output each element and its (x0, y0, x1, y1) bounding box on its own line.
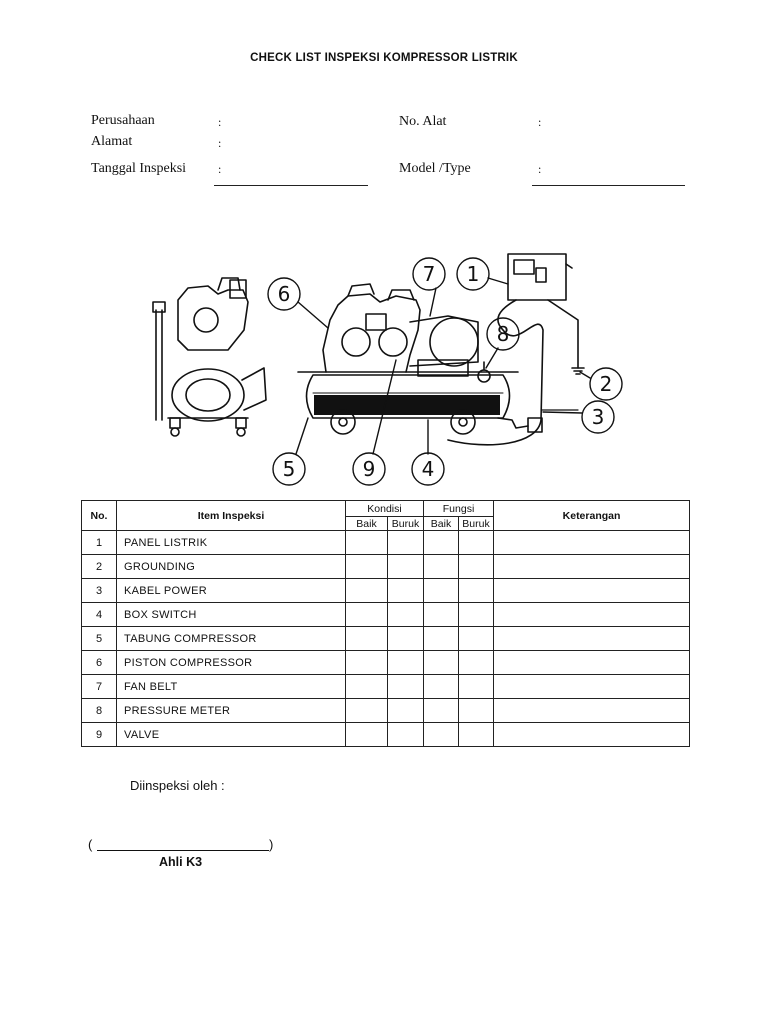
signature-close-paren: ) (269, 837, 274, 852)
kondisi-baik-cell[interactable] (346, 651, 388, 675)
callout-2: 2 (599, 372, 613, 396)
kondisi-baik-cell[interactable] (346, 603, 388, 627)
table-row (82, 555, 690, 579)
no-alat-colon: : (538, 115, 542, 129)
model-type-colon: : (538, 162, 542, 176)
header-item: Item Inspeksi (117, 501, 346, 531)
table-row (82, 603, 690, 627)
callout-7: 7 (422, 262, 436, 286)
inspection-table (81, 500, 690, 747)
fungsi-baik-cell[interactable] (424, 555, 459, 579)
callout-3: 3 (591, 405, 605, 429)
header-fungsi-buruk: Buruk (459, 517, 494, 531)
header-no: No. (82, 501, 117, 531)
row-number: 7 (82, 675, 117, 699)
table-row (82, 531, 690, 555)
model-type-label: Model /Type (399, 161, 471, 176)
kondisi-buruk-cell[interactable] (388, 651, 424, 675)
row-number: 4 (82, 603, 117, 627)
row-item: VALVE (117, 723, 346, 747)
no-alat-label: No. Alat (399, 114, 447, 129)
header-keterangan: Keterangan (494, 501, 690, 531)
keterangan-cell[interactable] (494, 531, 690, 555)
signature-open-paren: ( (88, 837, 93, 852)
callout-9: 9 (362, 457, 376, 481)
table-row (82, 699, 690, 723)
kondisi-baik-cell[interactable] (346, 627, 388, 651)
compressor-front-view (298, 254, 584, 445)
callout-8: 8 (496, 322, 510, 346)
fungsi-baik-cell[interactable] (424, 627, 459, 651)
kondisi-buruk-cell[interactable] (388, 627, 424, 651)
row-number: 5 (82, 627, 117, 651)
fungsi-buruk-cell[interactable] (459, 555, 494, 579)
kondisi-baik-cell[interactable] (346, 555, 388, 579)
compressor-diagram (148, 250, 628, 490)
fungsi-baik-cell[interactable] (424, 651, 459, 675)
table-row (82, 579, 690, 603)
row-number: 9 (82, 723, 117, 747)
fungsi-buruk-cell[interactable] (459, 675, 494, 699)
fungsi-buruk-cell[interactable] (459, 603, 494, 627)
row-item: TABUNG COMPRESSOR (117, 627, 346, 651)
fungsi-buruk-cell[interactable] (459, 627, 494, 651)
row-item: PRESSURE METER (117, 699, 346, 723)
callout-4: 4 (421, 457, 435, 481)
kondisi-baik-cell[interactable] (346, 675, 388, 699)
fungsi-baik-cell[interactable] (424, 723, 459, 747)
kondisi-buruk-cell[interactable] (388, 723, 424, 747)
row-item: FAN BELT (117, 675, 346, 699)
keterangan-cell[interactable] (494, 555, 690, 579)
page-title: CHECK LIST INSPEKSI KOMPRESSOR LISTRIK (250, 52, 518, 64)
fungsi-baik-cell[interactable] (424, 579, 459, 603)
table-row (82, 723, 690, 747)
fungsi-baik-cell[interactable] (424, 531, 459, 555)
kondisi-buruk-cell[interactable] (388, 531, 424, 555)
header-kondisi-baik: Baik (346, 517, 388, 531)
callout-6: 6 (277, 282, 291, 306)
compressor-side-view (153, 278, 266, 436)
kondisi-baik-cell[interactable] (346, 699, 388, 723)
keterangan-cell[interactable] (494, 699, 690, 723)
row-item: PISTON COMPRESSOR (117, 651, 346, 675)
keterangan-cell[interactable] (494, 675, 690, 699)
keterangan-cell[interactable] (494, 579, 690, 603)
table-row (82, 675, 690, 699)
keterangan-cell[interactable] (494, 603, 690, 627)
row-number: 3 (82, 579, 117, 603)
row-number: 8 (82, 699, 117, 723)
kondisi-buruk-cell[interactable] (388, 699, 424, 723)
kondisi-buruk-cell[interactable] (388, 555, 424, 579)
perusahaan-colon: : (218, 115, 222, 129)
fungsi-baik-cell[interactable] (424, 675, 459, 699)
kondisi-buruk-cell[interactable] (388, 579, 424, 603)
kondisi-buruk-cell[interactable] (388, 675, 424, 699)
signature-line[interactable] (97, 850, 269, 851)
row-number: 6 (82, 651, 117, 675)
fungsi-baik-cell[interactable] (424, 603, 459, 627)
row-item: BOX SWITCH (117, 603, 346, 627)
kondisi-baik-cell[interactable] (346, 531, 388, 555)
table-row (82, 627, 690, 651)
row-item: GROUNDING (117, 555, 346, 579)
kondisi-baik-cell[interactable] (346, 579, 388, 603)
keterangan-cell[interactable] (494, 723, 690, 747)
fungsi-buruk-cell[interactable] (459, 531, 494, 555)
fungsi-buruk-cell[interactable] (459, 579, 494, 603)
alamat-colon: : (218, 136, 222, 150)
model-type-field[interactable] (532, 185, 685, 186)
row-item: PANEL LISTRIK (117, 531, 346, 555)
row-number: 1 (82, 531, 117, 555)
header-fungsi: Fungsi (424, 501, 494, 517)
callout-5: 5 (282, 457, 296, 481)
tanggal-inspeksi-label: Tanggal Inspeksi (91, 161, 187, 176)
signature-role: Ahli K3 (159, 855, 203, 869)
fungsi-buruk-cell[interactable] (459, 699, 494, 723)
kondisi-baik-cell[interactable] (346, 723, 388, 747)
fungsi-buruk-cell[interactable] (459, 723, 494, 747)
header-kondisi-buruk: Buruk (388, 517, 424, 531)
tanggal-inspeksi-field[interactable] (214, 185, 368, 186)
row-item: KABEL POWER (117, 579, 346, 603)
fungsi-buruk-cell[interactable] (459, 651, 494, 675)
header-kondisi: Kondisi (346, 501, 424, 517)
tanggal-inspeksi-colon: : (218, 162, 222, 176)
row-number: 2 (82, 555, 117, 579)
inspected-by-label: Diinspeksi oleh : (130, 778, 225, 793)
fungsi-baik-cell[interactable] (424, 699, 459, 723)
kondisi-buruk-cell[interactable] (388, 603, 424, 627)
callout-1: 1 (466, 262, 480, 286)
perusahaan-label: Perusahaan (91, 113, 155, 128)
keterangan-cell[interactable] (494, 651, 690, 675)
alamat-label: Alamat (91, 134, 133, 149)
keterangan-cell[interactable] (494, 627, 690, 651)
table-row (82, 651, 690, 675)
header-fungsi-baik: Baik (424, 517, 459, 531)
